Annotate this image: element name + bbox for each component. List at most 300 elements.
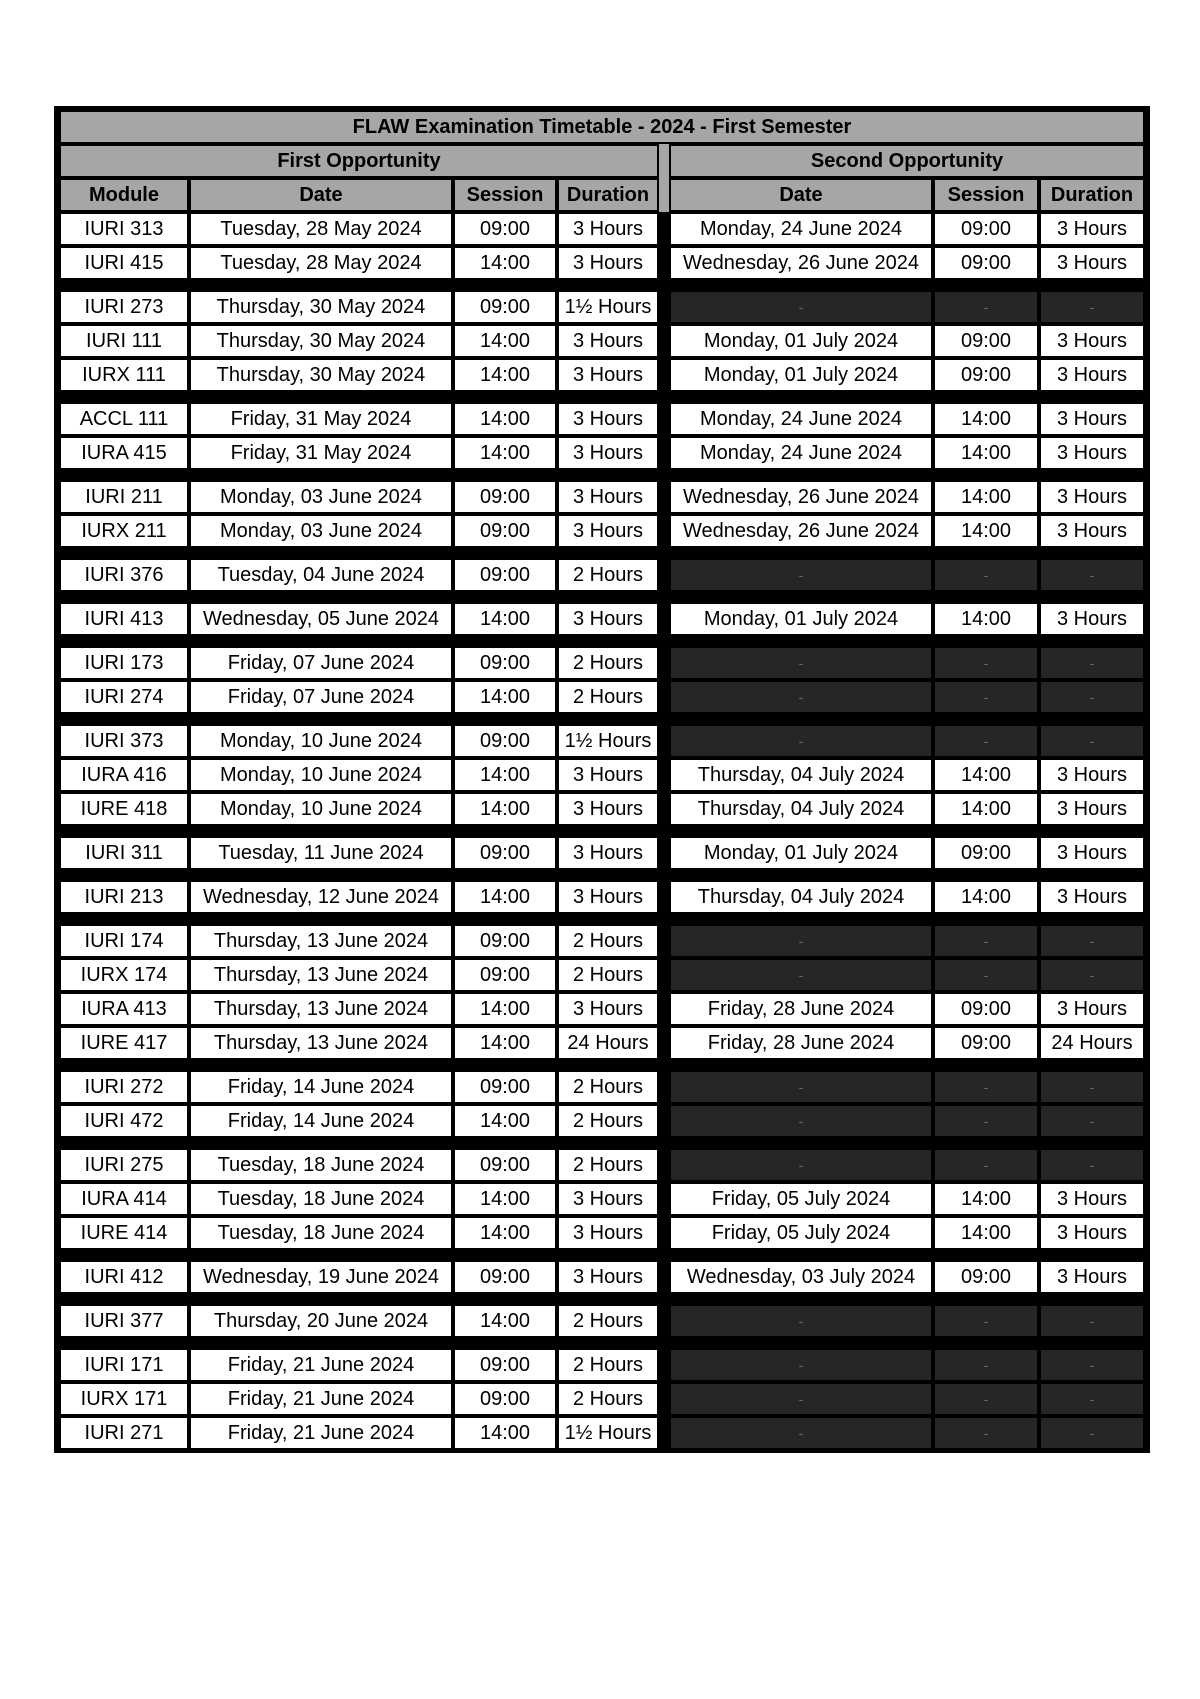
- session-cell: 09:00: [453, 514, 557, 548]
- module-cell: IURI 173: [59, 646, 189, 680]
- date-cell: Friday, 21 June 2024: [189, 1416, 453, 1450]
- second-session-cell: 14:00: [933, 602, 1039, 636]
- date-cell: Friday, 07 June 2024: [189, 680, 453, 714]
- module-cell: IURI 213: [59, 880, 189, 914]
- session-column-header: Session: [453, 178, 557, 212]
- date-cell: Monday, 10 June 2024: [189, 792, 453, 826]
- second-date-cell: Monday, 01 July 2024: [669, 602, 933, 636]
- date-cell: Tuesday, 18 June 2024: [189, 1148, 453, 1182]
- table-row: [59, 324, 1145, 358]
- second-session-cell: 09:00: [933, 324, 1039, 358]
- module-cell: IURI 313: [59, 212, 189, 246]
- second-session-cell: 14:00: [933, 1216, 1039, 1250]
- table-row: [59, 924, 1145, 958]
- title-row: [59, 110, 1145, 144]
- column-divider: [659, 178, 669, 212]
- session-cell: 14:00: [453, 1182, 557, 1216]
- second-session-cell: -: [933, 290, 1039, 324]
- table-row: [59, 1260, 1145, 1294]
- timetable-body: [59, 212, 1145, 1450]
- second-session-cell: 09:00: [933, 246, 1039, 280]
- second-session-cell: -: [933, 1148, 1039, 1182]
- column-divider: [659, 514, 669, 548]
- second-date-cell: Monday, 24 June 2024: [669, 436, 933, 470]
- second-duration-cell: 3 Hours: [1039, 1260, 1145, 1294]
- second-session-cell: -: [933, 1348, 1039, 1382]
- date-cell: Tuesday, 18 June 2024: [189, 1216, 453, 1250]
- duration-cell: 2 Hours: [557, 924, 659, 958]
- table-row: [59, 992, 1145, 1026]
- second-session-cell: -: [933, 724, 1039, 758]
- date-cell: Tuesday, 04 June 2024: [189, 558, 453, 592]
- duration-cell: 3 Hours: [557, 246, 659, 280]
- second-date-cell: -: [669, 1304, 933, 1338]
- date-cell: Tuesday, 11 June 2024: [189, 836, 453, 870]
- module-cell: IURI 413: [59, 602, 189, 636]
- duration-cell: 3 Hours: [557, 436, 659, 470]
- second-duration-cell: 3 Hours: [1039, 836, 1145, 870]
- table-row: [59, 724, 1145, 758]
- second-session-cell: -: [933, 1104, 1039, 1138]
- date-cell: Wednesday, 05 June 2024: [189, 602, 453, 636]
- duration-cell: 1½ Hours: [557, 724, 659, 758]
- table-row: [59, 514, 1145, 548]
- module-cell: IURA 413: [59, 992, 189, 1026]
- second-duration-cell: 3 Hours: [1039, 1182, 1145, 1216]
- second-duration-cell: -: [1039, 1148, 1145, 1182]
- table-row: [59, 1182, 1145, 1216]
- duration-cell: 3 Hours: [557, 212, 659, 246]
- session-cell: 09:00: [453, 1382, 557, 1416]
- duration-cell: 2 Hours: [557, 680, 659, 714]
- second-session-cell: 14:00: [933, 480, 1039, 514]
- duration-cell: 3 Hours: [557, 792, 659, 826]
- second-duration-cell: -: [1039, 724, 1145, 758]
- session-cell: 14:00: [453, 1026, 557, 1060]
- timetable-title: FLAW Examination Timetable - 2024 - First Semester: [59, 110, 1145, 144]
- second-session-cell: 09:00: [933, 992, 1039, 1026]
- module-cell: IURI 415: [59, 246, 189, 280]
- module-cell: IURI 377: [59, 1304, 189, 1338]
- date-cell: Friday, 31 May 2024: [189, 402, 453, 436]
- session-cell: 09:00: [453, 924, 557, 958]
- duration-cell: 2 Hours: [557, 646, 659, 680]
- duration-cell: 2 Hours: [557, 1348, 659, 1382]
- column-divider: [659, 792, 669, 826]
- table-row: [59, 402, 1145, 436]
- date-column-header: Date: [189, 178, 453, 212]
- duration-cell: 3 Hours: [557, 992, 659, 1026]
- session-cell: 14:00: [453, 358, 557, 392]
- second-session-cell: 09:00: [933, 1026, 1039, 1060]
- second-date-cell: Monday, 01 July 2024: [669, 358, 933, 392]
- session-cell: 14:00: [453, 992, 557, 1026]
- second-date-cell: -: [669, 1070, 933, 1104]
- second-duration-cell: 3 Hours: [1039, 246, 1145, 280]
- second-opportunity-header: Second Opportunity: [669, 144, 1145, 178]
- table-row: [59, 680, 1145, 714]
- table-row: [59, 880, 1145, 914]
- module-column-header: Module: [59, 178, 189, 212]
- module-cell: IURI 472: [59, 1104, 189, 1138]
- second-date-cell: Thursday, 04 July 2024: [669, 792, 933, 826]
- exam-timetable: [54, 106, 1150, 1453]
- second-session-cell: -: [933, 558, 1039, 592]
- date-cell: Tuesday, 28 May 2024: [189, 212, 453, 246]
- second-date-cell: -: [669, 1382, 933, 1416]
- second-session-cell: 09:00: [933, 1260, 1039, 1294]
- module-cell: IURX 174: [59, 958, 189, 992]
- column-divider: [659, 290, 669, 324]
- duration-cell: 2 Hours: [557, 1382, 659, 1416]
- table-row: [59, 1148, 1145, 1182]
- date-cell: Friday, 21 June 2024: [189, 1382, 453, 1416]
- column-divider: [659, 924, 669, 958]
- second-session-column-header: Session: [933, 178, 1039, 212]
- session-cell: 14:00: [453, 246, 557, 280]
- duration-cell: 2 Hours: [557, 1304, 659, 1338]
- second-date-cell: Monday, 24 June 2024: [669, 212, 933, 246]
- session-cell: 14:00: [453, 680, 557, 714]
- table-row: [59, 246, 1145, 280]
- second-session-cell: 09:00: [933, 212, 1039, 246]
- second-duration-column-header: Duration: [1039, 178, 1145, 212]
- duration-cell: 3 Hours: [557, 836, 659, 870]
- column-divider: [659, 212, 669, 246]
- module-cell: IURI 273: [59, 290, 189, 324]
- second-duration-cell: -: [1039, 1348, 1145, 1382]
- second-duration-cell: -: [1039, 558, 1145, 592]
- module-cell: IURE 418: [59, 792, 189, 826]
- column-header-row: [59, 178, 1145, 212]
- opportunity-header-row: [59, 144, 1145, 178]
- column-divider: [659, 724, 669, 758]
- module-cell: IURI 174: [59, 924, 189, 958]
- first-opportunity-header: First Opportunity: [59, 144, 659, 178]
- duration-column-header: Duration: [557, 178, 659, 212]
- session-cell: 09:00: [453, 958, 557, 992]
- second-duration-cell: 3 Hours: [1039, 1216, 1145, 1250]
- column-divider: [659, 1382, 669, 1416]
- duration-cell: 3 Hours: [557, 514, 659, 548]
- second-duration-cell: -: [1039, 1070, 1145, 1104]
- second-date-cell: Wednesday, 26 June 2024: [669, 480, 933, 514]
- column-divider: [659, 1260, 669, 1294]
- second-session-cell: 14:00: [933, 402, 1039, 436]
- second-duration-cell: 3 Hours: [1039, 758, 1145, 792]
- duration-cell: 3 Hours: [557, 1182, 659, 1216]
- table-row: [59, 1382, 1145, 1416]
- session-cell: 14:00: [453, 792, 557, 826]
- session-cell: 09:00: [453, 1260, 557, 1294]
- session-cell: 09:00: [453, 1348, 557, 1382]
- second-date-column-header: Date: [669, 178, 933, 212]
- duration-cell: 1½ Hours: [557, 290, 659, 324]
- date-cell: Wednesday, 19 June 2024: [189, 1260, 453, 1294]
- second-session-cell: -: [933, 958, 1039, 992]
- second-duration-cell: 3 Hours: [1039, 602, 1145, 636]
- module-cell: IURI 171: [59, 1348, 189, 1382]
- second-date-cell: Monday, 01 July 2024: [669, 324, 933, 358]
- table-row: [59, 1416, 1145, 1450]
- module-cell: IURI 311: [59, 836, 189, 870]
- date-cell: Monday, 03 June 2024: [189, 514, 453, 548]
- second-session-cell: 09:00: [933, 836, 1039, 870]
- second-date-cell: Monday, 24 June 2024: [669, 402, 933, 436]
- column-divider: [659, 1026, 669, 1060]
- table-row: [59, 1104, 1145, 1138]
- second-duration-cell: -: [1039, 1416, 1145, 1450]
- second-duration-cell: 3 Hours: [1039, 792, 1145, 826]
- module-cell: IURI 274: [59, 680, 189, 714]
- second-session-cell: 14:00: [933, 792, 1039, 826]
- session-cell: 14:00: [453, 1304, 557, 1338]
- column-divider: [659, 1104, 669, 1138]
- column-divider: [659, 1148, 669, 1182]
- duration-cell: 2 Hours: [557, 558, 659, 592]
- column-divider: [659, 1216, 669, 1250]
- column-divider: [659, 246, 669, 280]
- second-duration-cell: -: [1039, 1382, 1145, 1416]
- second-duration-cell: 3 Hours: [1039, 358, 1145, 392]
- second-duration-cell: -: [1039, 646, 1145, 680]
- session-cell: 09:00: [453, 646, 557, 680]
- duration-cell: 3 Hours: [557, 402, 659, 436]
- duration-cell: 2 Hours: [557, 1148, 659, 1182]
- table-row: [59, 602, 1145, 636]
- table-row: [59, 792, 1145, 826]
- session-cell: 09:00: [453, 212, 557, 246]
- second-duration-cell: 3 Hours: [1039, 324, 1145, 358]
- second-duration-cell: -: [1039, 1304, 1145, 1338]
- column-divider: [659, 144, 669, 178]
- module-cell: IURI 376: [59, 558, 189, 592]
- second-date-cell: -: [669, 1416, 933, 1450]
- module-cell: IURX 211: [59, 514, 189, 548]
- second-date-cell: Wednesday, 26 June 2024: [669, 514, 933, 548]
- session-cell: 14:00: [453, 324, 557, 358]
- column-divider: [659, 836, 669, 870]
- second-duration-cell: 3 Hours: [1039, 880, 1145, 914]
- column-divider: [659, 1348, 669, 1382]
- date-cell: Wednesday, 12 June 2024: [189, 880, 453, 914]
- module-cell: IURI 111: [59, 324, 189, 358]
- column-divider: [659, 992, 669, 1026]
- duration-cell: 2 Hours: [557, 1070, 659, 1104]
- date-cell: Thursday, 13 June 2024: [189, 924, 453, 958]
- module-cell: IURE 414: [59, 1216, 189, 1250]
- duration-cell: 3 Hours: [557, 1260, 659, 1294]
- session-cell: 09:00: [453, 1148, 557, 1182]
- session-cell: 14:00: [453, 1104, 557, 1138]
- date-cell: Thursday, 20 June 2024: [189, 1304, 453, 1338]
- date-cell: Thursday, 13 June 2024: [189, 958, 453, 992]
- second-date-cell: -: [669, 1348, 933, 1382]
- second-date-cell: -: [669, 646, 933, 680]
- date-cell: Tuesday, 18 June 2024: [189, 1182, 453, 1216]
- module-cell: IURI 272: [59, 1070, 189, 1104]
- table-row: [59, 558, 1145, 592]
- second-date-cell: -: [669, 724, 933, 758]
- column-divider: [659, 436, 669, 470]
- session-cell: 14:00: [453, 602, 557, 636]
- second-date-cell: Thursday, 04 July 2024: [669, 758, 933, 792]
- second-duration-cell: 3 Hours: [1039, 212, 1145, 246]
- column-divider: [659, 1070, 669, 1104]
- second-date-cell: Friday, 28 June 2024: [669, 992, 933, 1026]
- second-duration-cell: -: [1039, 290, 1145, 324]
- session-cell: 09:00: [453, 836, 557, 870]
- column-divider: [659, 646, 669, 680]
- duration-cell: 3 Hours: [557, 358, 659, 392]
- second-date-cell: -: [669, 958, 933, 992]
- duration-cell: 3 Hours: [557, 1216, 659, 1250]
- session-cell: 09:00: [453, 290, 557, 324]
- table-row: [59, 646, 1145, 680]
- module-cell: IURI 412: [59, 1260, 189, 1294]
- module-cell: IURA 414: [59, 1182, 189, 1216]
- module-cell: IURA 416: [59, 758, 189, 792]
- session-cell: 14:00: [453, 436, 557, 470]
- second-session-cell: -: [933, 924, 1039, 958]
- table-row: [59, 1070, 1145, 1104]
- second-session-cell: 14:00: [933, 514, 1039, 548]
- date-cell: Tuesday, 28 May 2024: [189, 246, 453, 280]
- module-cell: IURI 373: [59, 724, 189, 758]
- second-session-cell: -: [933, 680, 1039, 714]
- second-date-cell: -: [669, 924, 933, 958]
- table-row: [59, 1216, 1145, 1250]
- column-divider: [659, 880, 669, 914]
- session-cell: 14:00: [453, 758, 557, 792]
- second-date-cell: -: [669, 1104, 933, 1138]
- date-cell: Thursday, 30 May 2024: [189, 290, 453, 324]
- duration-cell: 3 Hours: [557, 602, 659, 636]
- date-cell: Thursday, 13 June 2024: [189, 992, 453, 1026]
- second-date-cell: Friday, 05 July 2024: [669, 1216, 933, 1250]
- module-cell: IURI 211: [59, 480, 189, 514]
- date-cell: Monday, 10 June 2024: [189, 724, 453, 758]
- column-divider: [659, 680, 669, 714]
- session-cell: 14:00: [453, 880, 557, 914]
- table-row: [59, 958, 1145, 992]
- table-row: [59, 836, 1145, 870]
- second-date-cell: -: [669, 680, 933, 714]
- column-divider: [659, 480, 669, 514]
- column-divider: [659, 358, 669, 392]
- second-duration-cell: -: [1039, 924, 1145, 958]
- module-cell: IURI 271: [59, 1416, 189, 1450]
- second-session-cell: 14:00: [933, 880, 1039, 914]
- table-row: [59, 1348, 1145, 1382]
- second-duration-cell: -: [1039, 1104, 1145, 1138]
- second-duration-cell: 3 Hours: [1039, 992, 1145, 1026]
- second-date-cell: Thursday, 04 July 2024: [669, 880, 933, 914]
- date-cell: Friday, 21 June 2024: [189, 1348, 453, 1382]
- duration-cell: 2 Hours: [557, 958, 659, 992]
- duration-cell: 1½ Hours: [557, 1416, 659, 1450]
- date-cell: Thursday, 30 May 2024: [189, 358, 453, 392]
- duration-cell: 3 Hours: [557, 880, 659, 914]
- column-divider: [659, 1182, 669, 1216]
- second-duration-cell: 3 Hours: [1039, 480, 1145, 514]
- second-duration-cell: -: [1039, 680, 1145, 714]
- second-date-cell: -: [669, 558, 933, 592]
- table-row: [59, 480, 1145, 514]
- table-row: [59, 358, 1145, 392]
- date-cell: Thursday, 30 May 2024: [189, 324, 453, 358]
- module-cell: IURX 111: [59, 358, 189, 392]
- module-cell: IURI 275: [59, 1148, 189, 1182]
- second-date-cell: Wednesday, 03 July 2024: [669, 1260, 933, 1294]
- session-cell: 14:00: [453, 402, 557, 436]
- second-duration-cell: 3 Hours: [1039, 402, 1145, 436]
- session-cell: 09:00: [453, 558, 557, 592]
- table-row: [59, 212, 1145, 246]
- second-date-cell: Friday, 28 June 2024: [669, 1026, 933, 1060]
- table-row: [59, 758, 1145, 792]
- duration-cell: 24 Hours: [557, 1026, 659, 1060]
- second-duration-cell: -: [1039, 958, 1145, 992]
- session-cell: 09:00: [453, 724, 557, 758]
- session-cell: 09:00: [453, 1070, 557, 1104]
- table-row: [59, 1026, 1145, 1060]
- module-cell: IURA 415: [59, 436, 189, 470]
- second-date-cell: Monday, 01 July 2024: [669, 836, 933, 870]
- column-divider: [659, 1304, 669, 1338]
- column-divider: [659, 758, 669, 792]
- date-cell: Monday, 10 June 2024: [189, 758, 453, 792]
- second-duration-cell: 24 Hours: [1039, 1026, 1145, 1060]
- table-row: [59, 290, 1145, 324]
- session-cell: 14:00: [453, 1416, 557, 1450]
- date-cell: Friday, 14 June 2024: [189, 1104, 453, 1138]
- date-cell: Friday, 14 June 2024: [189, 1070, 453, 1104]
- second-date-cell: Friday, 05 July 2024: [669, 1182, 933, 1216]
- module-cell: ACCL 111: [59, 402, 189, 436]
- column-divider: [659, 402, 669, 436]
- second-date-cell: Wednesday, 26 June 2024: [669, 246, 933, 280]
- second-date-cell: -: [669, 290, 933, 324]
- second-duration-cell: 3 Hours: [1039, 436, 1145, 470]
- date-cell: Monday, 03 June 2024: [189, 480, 453, 514]
- column-divider: [659, 1416, 669, 1450]
- second-session-cell: -: [933, 1382, 1039, 1416]
- duration-cell: 3 Hours: [557, 480, 659, 514]
- column-divider: [659, 558, 669, 592]
- module-cell: IURE 417: [59, 1026, 189, 1060]
- module-cell: IURX 171: [59, 1382, 189, 1416]
- second-date-cell: -: [669, 1148, 933, 1182]
- column-divider: [659, 958, 669, 992]
- second-session-cell: -: [933, 646, 1039, 680]
- second-session-cell: -: [933, 1070, 1039, 1104]
- second-session-cell: -: [933, 1304, 1039, 1338]
- second-session-cell: -: [933, 1416, 1039, 1450]
- second-session-cell: 14:00: [933, 1182, 1039, 1216]
- column-divider: [659, 602, 669, 636]
- duration-cell: 3 Hours: [557, 758, 659, 792]
- date-cell: Friday, 31 May 2024: [189, 436, 453, 470]
- date-cell: Friday, 07 June 2024: [189, 646, 453, 680]
- second-session-cell: 14:00: [933, 436, 1039, 470]
- duration-cell: 2 Hours: [557, 1104, 659, 1138]
- date-cell: Thursday, 13 June 2024: [189, 1026, 453, 1060]
- table-row: [59, 436, 1145, 470]
- duration-cell: 3 Hours: [557, 324, 659, 358]
- session-cell: 14:00: [453, 1216, 557, 1250]
- second-session-cell: 14:00: [933, 758, 1039, 792]
